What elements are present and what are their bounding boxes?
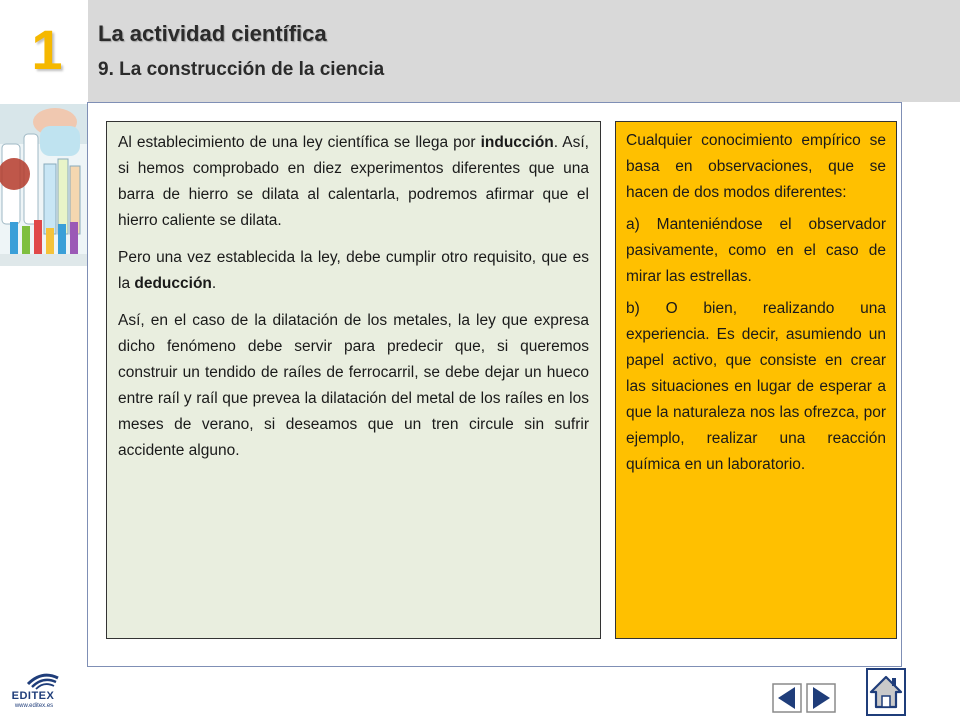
paragraph-deduccion [118, 245, 589, 297]
paragraph-option-b: b) O bien, realizando una experiencia. Es decir, asumiendo un papel activo, que consiste en crear las situaciones en lugar de esperar a que la naturaleza nos las ofrezca, por ejemplo, realizar una reacción química en un laboratorio. [626, 300, 886, 473]
paragraph-induccion [118, 130, 589, 234]
paragraph-option-a: a) Manteniéndose el observador pasivamente, como en el caso de mirar las estrellas. [626, 216, 886, 285]
paragraph-text: Al establecimiento de una ley científica se llega por [118, 134, 481, 151]
header-bar [88, 0, 960, 102]
page-title: La actividad científica [98, 21, 327, 46]
home-button[interactable] [866, 668, 906, 716]
left-text-panel [106, 121, 601, 639]
page-subtitle: 9. La construcción de la ciencia [98, 59, 385, 80]
triangle-right-icon [806, 683, 836, 713]
paragraph-text: . Así, si hemos comprobado en diez experimentos diferentes que una barra de hierro se dilata al calentarla, podremos afirmar que el hierro caliente se dilata. [118, 134, 589, 229]
next-slide-button[interactable] [806, 683, 836, 713]
laboratory-photo [0, 104, 88, 266]
paragraph-observaciones: Cualquier conocimiento empírico se basa en observaciones, que se hacen de dos modos diferentes: [626, 132, 886, 201]
term-induccion: inducción [480, 134, 554, 151]
chapter-number: 1 [31, 18, 63, 81]
right-text-panel [615, 121, 897, 639]
previous-slide-button[interactable] [772, 683, 802, 713]
home-icon [866, 668, 906, 716]
editex-logo-url: www.editex.es [14, 703, 54, 709]
triangle-left-icon [772, 683, 802, 713]
paragraph-text: Pero una vez establecida la ley, debe cumplir otro requisito, que es la [118, 249, 589, 292]
term-deduccion: deducción [134, 275, 212, 292]
editex-logo-text: EDITEX [11, 690, 55, 702]
paragraph-dilatacion: Así, en el caso de la dilatación de los metales, la ley que expresa dicho fenómeno debe servir para predecir que, si queremos construir un tendido de raíles de ferrocarril, se debe dejar un hueco entre raíl y raíl que prevea la dilatación del metal de los raíles en los meses de verano, si deseamos que un tren circule sin sufrir accidente alguno. [118, 312, 589, 459]
paragraph-text: . [211, 275, 217, 292]
